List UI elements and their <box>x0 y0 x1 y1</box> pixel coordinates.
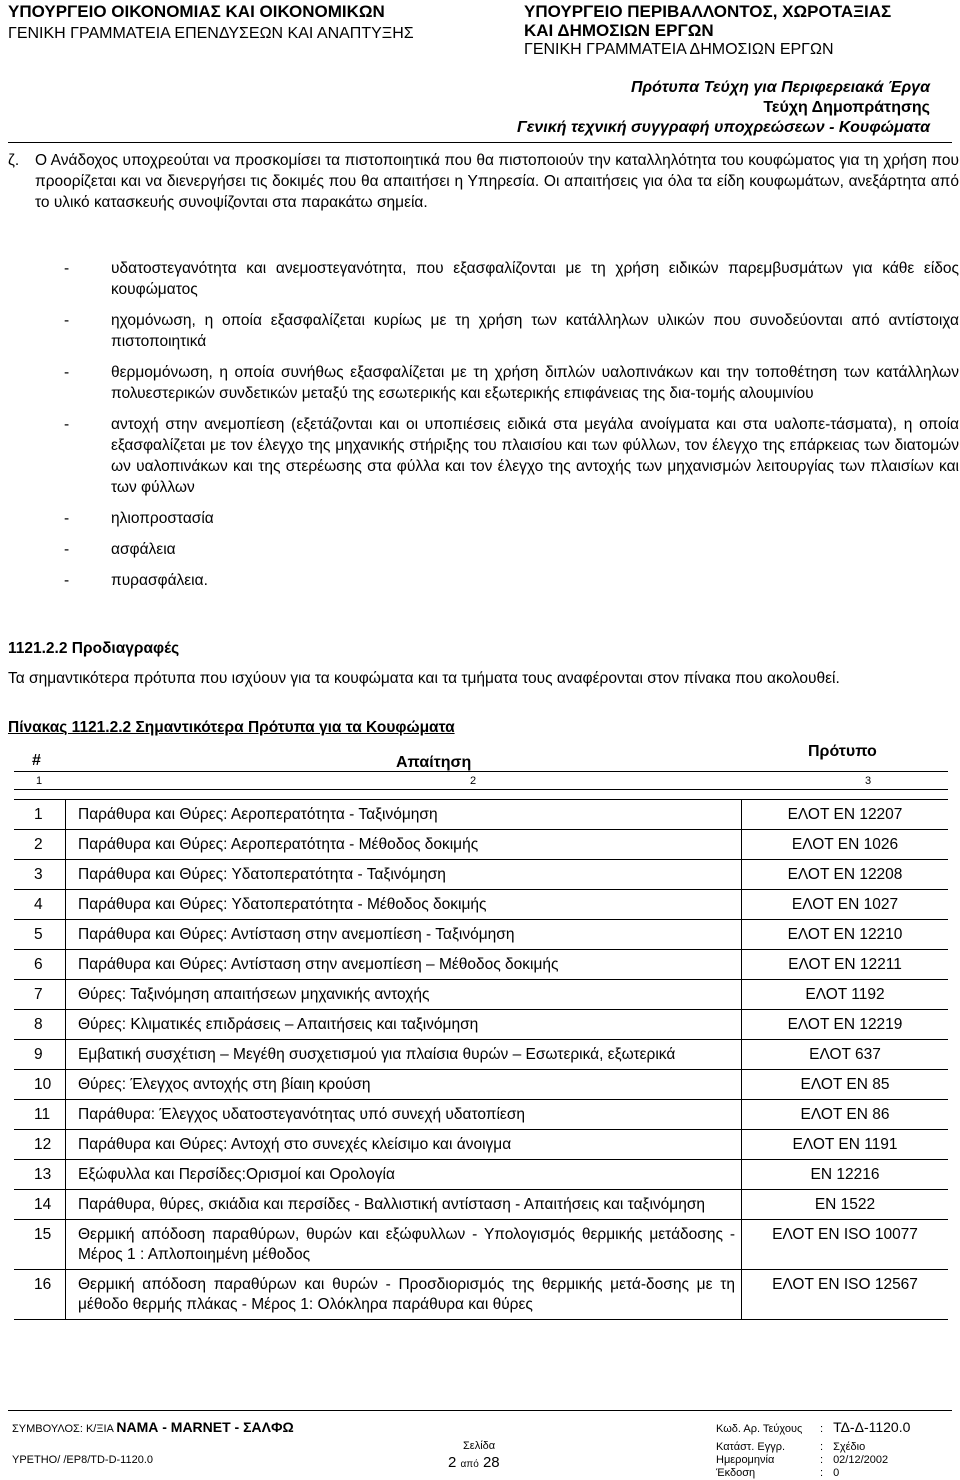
table-row <box>14 919 948 949</box>
row-number: 14 <box>14 1190 66 1219</box>
row-number: 3 <box>14 860 66 889</box>
table-row <box>14 979 948 1009</box>
paragraph-text: Ο Ανάδοχος υποχρεούται να προσκομίσει τα πιστοποιητικά που θα πιστοποιούν την καταλληλότητα του κουφώματος για τη χρήση που προορίζεται και να διενεργήσει τις δοκιμές που θα απαιτήσει η Υπηρεσία. Οι απαιτήσεις για όλα τα είδη κουφωμάτων, ανεξάρτητα από το υλικό κατασκευής συνοψίζονται στα παρακάτω σημεία. <box>35 152 959 211</box>
standards-table <box>14 742 948 1320</box>
advisor-label: ΣΥΜΒΟΥΛΟΣ: Κ/ΞΙΑ <box>12 1423 114 1435</box>
list-item <box>64 508 959 529</box>
meta-label: Έκδοση <box>716 1467 756 1479</box>
column-number: 2 <box>470 775 477 787</box>
row-requirement: Παράθυρα και Θύρες: Αντίσταση στην ανεμοπίεση - Ταξινόμηση <box>66 920 742 949</box>
bullet-dash: - <box>64 416 70 433</box>
table-row <box>14 859 948 889</box>
row-requirement: Παράθυρα, θύρες, σκιάδια και περσίδες - Βαλλιστική αντίσταση - Απαιτήσεις και ταξινόμηση <box>66 1190 742 1219</box>
header-divider <box>8 142 952 143</box>
row-number: 4 <box>14 890 66 919</box>
row-standard: ΕΛΟΤ ΕΝ ISO 10077 <box>772 1226 918 1243</box>
advisor-line <box>12 1419 294 1435</box>
table-row <box>14 949 948 979</box>
header-standard: Πρότυπο <box>808 743 877 760</box>
list-item <box>64 258 959 300</box>
table-row <box>14 1159 948 1189</box>
table-row <box>14 1189 948 1219</box>
requirements-list <box>64 258 959 601</box>
table-header <box>14 742 948 772</box>
paragraph-z <box>8 150 959 213</box>
ministry-title-right-2: ΚΑΙ ΔΗΜΟΣΙΩΝ ΕΡΓΩΝ <box>524 21 714 40</box>
row-requirement: Παράθυρα και Θύρες: Αεροπερατότητα - Μέθοδος δοκιμής <box>66 830 742 859</box>
row-number: 15 <box>14 1220 66 1269</box>
bullet-dash: - <box>64 572 70 589</box>
page-indicator <box>448 1454 500 1471</box>
table-spacer <box>14 790 948 799</box>
header-right <box>524 2 891 59</box>
section-intro: Τα σημαντικότερα πρότυπα που ισχύουν για τα κουφώματα και τα τμήματα τους αναφέρονται στον πίνακα που ακολουθεί. <box>8 670 840 687</box>
table-caption: Πίνακας 1121.2.2 Σημαντικότερα Πρότυπα για τα Κουφώματα <box>8 719 455 736</box>
row-standard: ΕΛΟΤ 637 <box>809 1046 881 1063</box>
list-item-text: πυρασφάλεια. <box>111 572 208 589</box>
row-number: 5 <box>14 920 66 949</box>
bullet-dash: - <box>64 510 70 527</box>
row-standard: ΕΛΟΤ ΕΝ 1191 <box>792 1136 898 1153</box>
row-requirement: Θύρες: Έλεγχος αντοχής στη βίαιη κρούση <box>66 1070 742 1099</box>
header-number: # <box>32 752 41 769</box>
row-number: 2 <box>14 830 66 859</box>
footer-divider <box>8 1410 952 1411</box>
row-requirement: Παράθυρα και Θύρες: Υδατοπερατότητα - Μέθοδος δοκιμής <box>66 890 742 919</box>
advisor-name: ΝΑΜΑ - MARNET - ΣΑΛΦΩ <box>116 1419 294 1435</box>
row-standard: ΕΛΟΤ ΕΝ 85 <box>800 1076 890 1093</box>
table-row <box>14 1219 948 1269</box>
list-item-text: υδατοστεγανότητα και ανεμοστεγανότητα, που εξασφαλίζονται με τη χρήση ειδικών παρεμβυσμάτων για κάθε είδος κουφώματος <box>111 260 959 298</box>
row-number: 6 <box>14 950 66 979</box>
row-number: 8 <box>14 1010 66 1039</box>
meta-label: Κωδ. Αρ. Τεύχους <box>716 1423 803 1435</box>
meta-value: 02/12/2002 <box>833 1454 889 1466</box>
table-row <box>14 1099 948 1129</box>
table-row <box>14 1039 948 1069</box>
column-number: 1 <box>36 775 43 787</box>
row-standard: ΕΛΟΤ ΕΝ 12219 <box>787 1016 903 1033</box>
meta-sep: : <box>820 1454 824 1466</box>
document-series: Πρότυπα Τεύχη για Περιφερειακά Έργα <box>630 79 930 96</box>
list-item <box>64 414 959 498</box>
row-requirement: Θερμική απόδοση παραθύρων, θυρών και εξώφυλλων - Υπολογισμός θερμικής μετάδοσης - Μέρος 1 : Απλοποιημένη μέθοδος <box>66 1220 742 1269</box>
list-item <box>64 539 959 560</box>
secretariat-left: ΓΕΝΙΚΗ ΓΡΑΜΜΑΤΕΙΑ ΕΠΕΝΔΥΣΕΩΝ ΚΑΙ ΑΝΑΠΤΥΞΗΣ <box>8 25 414 42</box>
ministry-title-right-1: ΥΠΟΥΡΓΕΙΟ ΠΕΡΙΒΑΛΛΟΝΤΟΣ, ΧΩΡΟΤΑΞΙΑΣ <box>524 2 892 21</box>
bullet-dash: - <box>64 312 70 329</box>
meta-version <box>716 1467 839 1479</box>
list-item-text: ηχομόνωση, η οποία εξασφαλίζεται κυρίως με τη χρήση των κατάλληλων υλικών που συνοδεύονται από αντίστοιχα πιστοποιητικά <box>111 312 959 350</box>
list-item-text: αντοχή στην ανεμοπίεση (εξετάζονται και οι υποπιέσεις ειδικά στα μεγάλα ανοίγματα και στα υαλοπε-τάσματα), η οποία εξασφαλίζεται με τον έλεγχο της μηχανικής στήριξης του πλαισίου και των φύλλων, τον έλεγχο της επάρκειας των διατομών ων υαλοπινάκων και της στερέωσης στα φύλλα και τον έλεγχο της αντοχής των μηχανισμών λειτουργίας των πλαισίων και των φύλλων <box>111 416 959 496</box>
header-left <box>8 2 414 43</box>
meta-label: Κατάστ. Εγγρ. <box>716 1441 786 1453</box>
file-code: ΥΡΕΤΗΟ/ /ΕΡ8/TD-D-1120.0 <box>12 1454 154 1466</box>
row-number: 7 <box>14 980 66 1009</box>
row-standard: ΕΛΟΤ ΕΝ 86 <box>800 1106 890 1123</box>
column-number-row <box>14 772 948 790</box>
row-standard: ΕΛΟΤ ΕΝ 12207 <box>787 806 903 823</box>
row-requirement: Θερμική απόδοση παραθύρων και θυρών - Προσδιορισμός της θερμικής μετά-δοσης με τη μέθοδο θερμής πλάκας - Μέρος 1: Ολόκληρα παράθυρα και θύρες <box>66 1270 742 1319</box>
meta-label: Ημερομηνία <box>716 1454 775 1466</box>
row-standard: ΕΛΟΤ ΕΝ 1027 <box>791 896 899 913</box>
page-of: από <box>460 1459 479 1470</box>
meta-sep: : <box>820 1441 824 1453</box>
section-heading: 1121.2.2 Προδιαγραφές <box>8 640 180 657</box>
document-title-block <box>517 78 930 138</box>
row-standard: ΕΝ 1522 <box>814 1196 876 1213</box>
meta-doc-code <box>716 1419 910 1435</box>
table-row <box>14 1009 948 1039</box>
row-standard: ΕΛΟΤ ΕΝ 1026 <box>791 836 899 853</box>
row-requirement: Παράθυρα και Θύρες: Υδατοπερατότητα - Ταξινόμηση <box>66 860 742 889</box>
row-number: 10 <box>14 1070 66 1099</box>
meta-date <box>716 1454 888 1466</box>
row-requirement: Θύρες: Ταξινόμηση απαιτήσεων μηχανικής αντοχής <box>66 980 742 1009</box>
meta-sep: : <box>820 1423 824 1435</box>
meta-value: Σχέδιο <box>833 1441 866 1453</box>
table-row <box>14 829 948 859</box>
row-requirement: Παράθυρα: Έλεγχος υδατοστεγανότητας υπό συνεχή υδατοπίεση <box>66 1100 742 1129</box>
list-item-text: ασφάλεια <box>111 541 176 558</box>
row-requirement: Εμβατική συσχέτιση – Μεγέθη συσχετισμού για πλαίσια θυρών – Εσωτερικά, εξωτερικά <box>66 1040 742 1069</box>
row-number: 11 <box>14 1100 66 1129</box>
bullet-dash: - <box>64 541 70 558</box>
meta-value: ΤΔ-Δ-1120.0 <box>833 1419 911 1435</box>
list-item-text: θερμομόνωση, η οποία συνήθως εξασφαλίζεται με τη χρήση διπλών υαλοπινάκων και την τοποθέτηση των κατάλληλων πολυεστερικών συνδετικών μεταξύ της εσωτερικής και εξωτερικής επιφάνειας της δια-τομής αλουμινίου <box>111 364 959 402</box>
table-body <box>14 799 948 1320</box>
row-requirement: Θύρες: Κλιματικές επιδράσεις – Απαιτήσεις και ταξινόμηση <box>66 1010 742 1039</box>
table-row <box>14 889 948 919</box>
table-row <box>14 799 948 829</box>
list-item-text: ηλιοπροστασία <box>111 510 214 527</box>
row-requirement: Παράθυρα και Θύρες: Αντοχή στο συνεχές κλείσιμο και άνοιγμα <box>66 1130 742 1159</box>
row-number: 12 <box>14 1130 66 1159</box>
row-standard: ΕΛΟΤ ΕΝ ISO 12567 <box>772 1276 918 1293</box>
row-standard: ΕΛΟΤ ΕΝ 12208 <box>787 866 903 883</box>
row-standard: ΕΛΟΤ ΕΝ 12210 <box>787 926 903 943</box>
ministry-title-left: ΥΠΟΥΡΓΕΙΟ ΟΙΚΟΝΟΜΙΑΣ ΚΑΙ ΟΙΚΟΝΟΜΙΚΩΝ <box>8 2 385 21</box>
row-requirement: Εξώφυλλα και Περσίδες:Ορισμοί και Ορολογία <box>66 1160 742 1189</box>
row-requirement: Παράθυρα και Θύρες: Αεροπερατότητα - Ταξινόμηση <box>66 800 742 829</box>
meta-sep: : <box>820 1467 824 1479</box>
table-row <box>14 1129 948 1159</box>
row-number: 13 <box>14 1160 66 1189</box>
header-requirement: Απαίτηση <box>396 754 472 771</box>
page-number: 2 <box>448 1454 457 1471</box>
meta-status <box>716 1441 865 1453</box>
list-item <box>64 362 959 404</box>
document-type: Τεύχη Δημοπράτησης <box>763 99 930 116</box>
table-row <box>14 1269 948 1320</box>
row-number: 1 <box>14 800 66 829</box>
row-standard: ΕΛΟΤ ΕΝ 12211 <box>788 956 902 973</box>
page-label: Σελίδα <box>463 1440 496 1452</box>
paragraph-marker: ζ. <box>8 152 20 169</box>
bullet-dash: - <box>64 364 70 381</box>
column-number: 3 <box>865 775 872 787</box>
row-number: 16 <box>14 1270 66 1319</box>
document-subject: Γενική τεχνική συγγραφή υποχρεώσεων - Κουφώματα <box>516 119 930 136</box>
list-item <box>64 310 959 352</box>
row-standard: ΕΝ 12216 <box>810 1166 880 1183</box>
secretariat-right: ΓΕΝΙΚΗ ΓΡΑΜΜΑΤΕΙΑ ΔΗΜΟΣΙΩΝ ΕΡΓΩΝ <box>524 41 834 58</box>
row-requirement: Παράθυρα και Θύρες: Αντίσταση στην ανεμοπίεση – Μέθοδος δοκιμής <box>66 950 742 979</box>
table-row <box>14 1069 948 1099</box>
bullet-dash: - <box>64 260 70 277</box>
meta-value: 0 <box>833 1467 840 1479</box>
row-standard: ΕΛΟΤ 1192 <box>805 986 885 1003</box>
page-total: 28 <box>482 1454 500 1471</box>
row-number: 9 <box>14 1040 66 1069</box>
list-item <box>64 570 959 591</box>
